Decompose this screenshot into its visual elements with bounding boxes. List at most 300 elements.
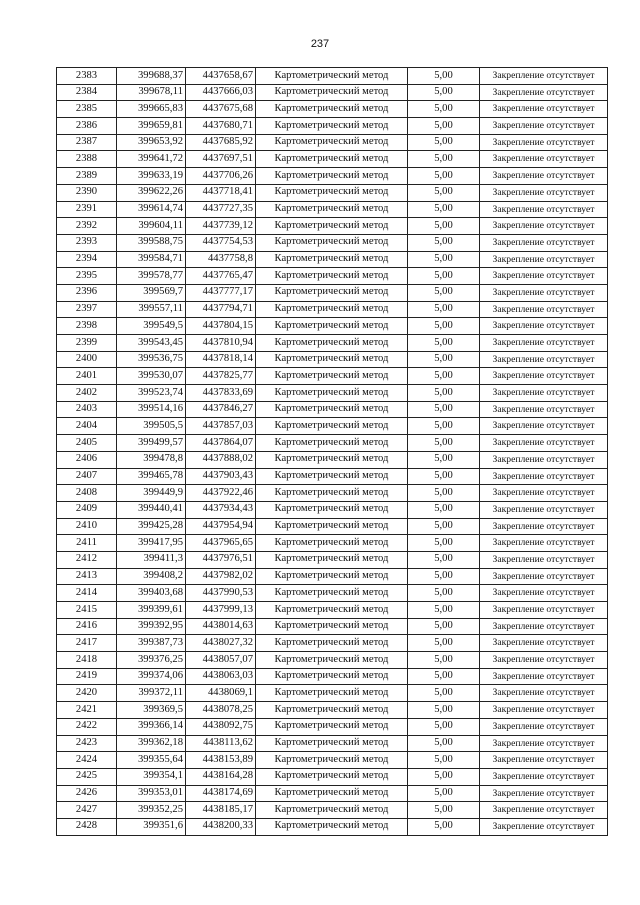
y-coordinate-cell: 4437934,43 — [186, 501, 256, 518]
x-coordinate-cell: 399351,6 — [117, 818, 186, 835]
fixation-cell: Закрепление отсутствует — [480, 234, 608, 251]
y-coordinate-cell: 4438057,07 — [186, 652, 256, 669]
table-row — [57, 251, 608, 268]
error-cell: 5,00 — [408, 802, 480, 819]
y-coordinate-cell: 4437922,46 — [186, 485, 256, 502]
fixation-cell: Закрепление отсутствует — [480, 551, 608, 568]
method-cell: Картометрический метод — [256, 501, 408, 518]
x-coordinate-cell: 399408,2 — [117, 568, 186, 585]
fixation-cell: Закрепление отсутствует — [480, 468, 608, 485]
point-number-cell: 2389 — [57, 168, 117, 185]
y-coordinate-cell: 4438092,75 — [186, 718, 256, 735]
y-coordinate-cell: 4437990,53 — [186, 585, 256, 602]
y-coordinate-cell: 4437982,02 — [186, 568, 256, 585]
table-row — [57, 435, 608, 452]
x-coordinate-cell: 399653,92 — [117, 134, 186, 151]
y-coordinate-cell: 4437666,03 — [186, 84, 256, 101]
method-cell: Картометрический метод — [256, 735, 408, 752]
error-cell: 5,00 — [408, 451, 480, 468]
error-cell: 5,00 — [408, 818, 480, 835]
x-coordinate-cell: 399478,8 — [117, 451, 186, 468]
method-cell: Картометрический метод — [256, 184, 408, 201]
method-cell: Картометрический метод — [256, 234, 408, 251]
table-row — [57, 818, 608, 835]
point-number-cell: 2419 — [57, 668, 117, 685]
table-row — [57, 585, 608, 602]
point-number-cell: 2422 — [57, 718, 117, 735]
method-cell: Картометрический метод — [256, 368, 408, 385]
error-cell: 5,00 — [408, 685, 480, 702]
fixation-cell: Закрепление отсутствует — [480, 284, 608, 301]
error-cell: 5,00 — [408, 735, 480, 752]
table-row — [57, 568, 608, 585]
fixation-cell: Закрепление отсутствует — [480, 101, 608, 118]
table-row — [57, 535, 608, 552]
error-cell: 5,00 — [408, 84, 480, 101]
point-number-cell: 2426 — [57, 785, 117, 802]
error-cell: 5,00 — [408, 702, 480, 719]
point-number-cell: 2402 — [57, 385, 117, 402]
table-row — [57, 718, 608, 735]
x-coordinate-cell: 399614,74 — [117, 201, 186, 218]
point-number-cell: 2413 — [57, 568, 117, 585]
x-coordinate-cell: 399399,61 — [117, 602, 186, 619]
method-cell: Картометрический метод — [256, 318, 408, 335]
y-coordinate-cell: 4437804,15 — [186, 318, 256, 335]
y-coordinate-cell: 4437758,8 — [186, 251, 256, 268]
y-coordinate-cell: 4438185,17 — [186, 802, 256, 819]
point-number-cell: 2404 — [57, 418, 117, 435]
error-cell: 5,00 — [408, 385, 480, 402]
fixation-cell: Закрепление отсутствует — [480, 485, 608, 502]
error-cell: 5,00 — [408, 268, 480, 285]
point-number-cell: 2394 — [57, 251, 117, 268]
error-cell: 5,00 — [408, 368, 480, 385]
x-coordinate-cell: 399578,77 — [117, 268, 186, 285]
method-cell: Картометрический метод — [256, 652, 408, 669]
x-coordinate-cell: 399641,72 — [117, 151, 186, 168]
table-body — [57, 68, 608, 836]
fixation-cell: Закрепление отсутствует — [480, 785, 608, 802]
error-cell: 5,00 — [408, 618, 480, 635]
fixation-cell: Закрепление отсутствует — [480, 585, 608, 602]
table-row — [57, 802, 608, 819]
table-row — [57, 368, 608, 385]
x-coordinate-cell: 399353,01 — [117, 785, 186, 802]
method-cell: Картометрический метод — [256, 68, 408, 85]
table-row — [57, 151, 608, 168]
y-coordinate-cell: 4437825,77 — [186, 368, 256, 385]
fixation-cell: Закрепление отсутствует — [480, 401, 608, 418]
method-cell: Картометрический метод — [256, 702, 408, 719]
point-number-cell: 2425 — [57, 768, 117, 785]
error-cell: 5,00 — [408, 201, 480, 218]
y-coordinate-cell: 4438078,25 — [186, 702, 256, 719]
method-cell: Картометрический метод — [256, 785, 408, 802]
fixation-cell: Закрепление отсутствует — [480, 151, 608, 168]
method-cell: Картометрический метод — [256, 685, 408, 702]
fixation-cell: Закрепление отсутствует — [480, 635, 608, 652]
table-row — [57, 335, 608, 352]
y-coordinate-cell: 4437727,35 — [186, 201, 256, 218]
x-coordinate-cell: 399366,14 — [117, 718, 186, 735]
table-row — [57, 201, 608, 218]
x-coordinate-cell: 399604,11 — [117, 218, 186, 235]
error-cell: 5,00 — [408, 768, 480, 785]
fixation-cell: Закрепление отсутствует — [480, 602, 608, 619]
point-number-cell: 2412 — [57, 551, 117, 568]
error-cell: 5,00 — [408, 335, 480, 352]
method-cell: Картометрический метод — [256, 752, 408, 769]
table-row — [57, 301, 608, 318]
y-coordinate-cell: 4437685,92 — [186, 134, 256, 151]
y-coordinate-cell: 4438113,62 — [186, 735, 256, 752]
method-cell: Картометрический метод — [256, 585, 408, 602]
x-coordinate-cell: 399411,3 — [117, 551, 186, 568]
method-cell: Картометрический метод — [256, 301, 408, 318]
point-number-cell: 2420 — [57, 685, 117, 702]
fixation-cell: Закрепление отсутствует — [480, 718, 608, 735]
method-cell: Картометрический метод — [256, 718, 408, 735]
method-cell: Картометрический метод — [256, 84, 408, 101]
y-coordinate-cell: 4437965,65 — [186, 535, 256, 552]
x-coordinate-cell: 399536,75 — [117, 351, 186, 368]
y-coordinate-cell: 4437697,51 — [186, 151, 256, 168]
method-cell: Картометрический метод — [256, 201, 408, 218]
table-row — [57, 68, 608, 85]
fixation-cell: Закрепление отсутствует — [480, 435, 608, 452]
x-coordinate-cell: 399549,5 — [117, 318, 186, 335]
y-coordinate-cell: 4437706,26 — [186, 168, 256, 185]
error-cell: 5,00 — [408, 718, 480, 735]
x-coordinate-cell: 399425,28 — [117, 518, 186, 535]
method-cell: Картометрический метод — [256, 335, 408, 352]
error-cell: 5,00 — [408, 435, 480, 452]
point-number-cell: 2407 — [57, 468, 117, 485]
fixation-cell: Закрепление отсутствует — [480, 368, 608, 385]
x-coordinate-cell: 399403,68 — [117, 585, 186, 602]
x-coordinate-cell: 399392,95 — [117, 618, 186, 635]
error-cell: 5,00 — [408, 468, 480, 485]
point-number-cell: 2423 — [57, 735, 117, 752]
fixation-cell: Закрепление отсутствует — [480, 518, 608, 535]
error-cell: 5,00 — [408, 284, 480, 301]
method-cell: Картометрический метод — [256, 385, 408, 402]
error-cell: 5,00 — [408, 251, 480, 268]
error-cell: 5,00 — [408, 602, 480, 619]
fixation-cell: Закрепление отсутствует — [480, 768, 608, 785]
x-coordinate-cell: 399362,18 — [117, 735, 186, 752]
method-cell: Картометрический метод — [256, 435, 408, 452]
x-coordinate-cell: 399523,74 — [117, 385, 186, 402]
method-cell: Картометрический метод — [256, 451, 408, 468]
fixation-cell: Закрепление отсутствует — [480, 351, 608, 368]
method-cell: Картометрический метод — [256, 602, 408, 619]
x-coordinate-cell: 399465,78 — [117, 468, 186, 485]
fixation-cell: Закрепление отсутствует — [480, 84, 608, 101]
x-coordinate-cell: 399665,83 — [117, 101, 186, 118]
table-row — [57, 735, 608, 752]
fixation-cell: Закрепление отсутствует — [480, 268, 608, 285]
x-coordinate-cell: 399440,41 — [117, 501, 186, 518]
error-cell: 5,00 — [408, 585, 480, 602]
y-coordinate-cell: 4437846,27 — [186, 401, 256, 418]
table-row — [57, 635, 608, 652]
point-number-cell: 2399 — [57, 335, 117, 352]
point-number-cell: 2385 — [57, 101, 117, 118]
table-row — [57, 284, 608, 301]
y-coordinate-cell: 4437675,68 — [186, 101, 256, 118]
point-number-cell: 2387 — [57, 134, 117, 151]
y-coordinate-cell: 4437818,14 — [186, 351, 256, 368]
error-cell: 5,00 — [408, 518, 480, 535]
x-coordinate-cell: 399376,25 — [117, 652, 186, 669]
x-coordinate-cell: 399505,5 — [117, 418, 186, 435]
x-coordinate-cell: 399449,9 — [117, 485, 186, 502]
y-coordinate-cell: 4437754,53 — [186, 234, 256, 251]
y-coordinate-cell: 4437739,12 — [186, 218, 256, 235]
fixation-cell: Закрепление отсутствует — [480, 301, 608, 318]
y-coordinate-cell: 4438014,63 — [186, 618, 256, 635]
error-cell: 5,00 — [408, 418, 480, 435]
point-number-cell: 2398 — [57, 318, 117, 335]
y-coordinate-cell: 4438069,1 — [186, 685, 256, 702]
fixation-cell: Закрепление отсутствует — [480, 218, 608, 235]
point-number-cell: 2409 — [57, 501, 117, 518]
method-cell: Картометрический метод — [256, 134, 408, 151]
table-row — [57, 101, 608, 118]
point-number-cell: 2406 — [57, 451, 117, 468]
y-coordinate-cell: 4437833,69 — [186, 385, 256, 402]
fixation-cell: Закрепление отсутствует — [480, 618, 608, 635]
method-cell: Картометрический метод — [256, 151, 408, 168]
x-coordinate-cell: 399678,11 — [117, 84, 186, 101]
fixation-cell: Закрепление отсутствует — [480, 318, 608, 335]
y-coordinate-cell: 4437888,02 — [186, 451, 256, 468]
table-row — [57, 385, 608, 402]
fixation-cell: Закрепление отсутствует — [480, 568, 608, 585]
x-coordinate-cell: 399688,37 — [117, 68, 186, 85]
x-coordinate-cell: 399659,81 — [117, 118, 186, 135]
fixation-cell: Закрепление отсутствует — [480, 118, 608, 135]
y-coordinate-cell: 4438153,89 — [186, 752, 256, 769]
point-number-cell: 2418 — [57, 652, 117, 669]
fixation-cell: Закрепление отсутствует — [480, 201, 608, 218]
y-coordinate-cell: 4438027,32 — [186, 635, 256, 652]
error-cell: 5,00 — [408, 401, 480, 418]
y-coordinate-cell: 4437765,47 — [186, 268, 256, 285]
point-number-cell: 2417 — [57, 635, 117, 652]
y-coordinate-cell: 4437857,03 — [186, 418, 256, 435]
table-row — [57, 218, 608, 235]
fixation-cell: Закрепление отсутствует — [480, 451, 608, 468]
y-coordinate-cell: 4438174,69 — [186, 785, 256, 802]
point-number-cell: 2428 — [57, 818, 117, 835]
method-cell: Картометрический метод — [256, 635, 408, 652]
point-number-cell: 2416 — [57, 618, 117, 635]
x-coordinate-cell: 399569,7 — [117, 284, 186, 301]
error-cell: 5,00 — [408, 568, 480, 585]
table-row — [57, 418, 608, 435]
fixation-cell: Закрепление отсутствует — [480, 535, 608, 552]
table-row — [57, 752, 608, 769]
point-number-cell: 2396 — [57, 284, 117, 301]
method-cell: Картометрический метод — [256, 268, 408, 285]
x-coordinate-cell: 399372,11 — [117, 685, 186, 702]
error-cell: 5,00 — [408, 652, 480, 669]
point-number-cell: 2415 — [57, 602, 117, 619]
error-cell: 5,00 — [408, 101, 480, 118]
y-coordinate-cell: 4438063,03 — [186, 668, 256, 685]
fixation-cell: Закрепление отсутствует — [480, 68, 608, 85]
table-row — [57, 168, 608, 185]
y-coordinate-cell: 4437903,43 — [186, 468, 256, 485]
fixation-cell: Закрепление отсутствует — [480, 735, 608, 752]
method-cell: Картометрический метод — [256, 251, 408, 268]
point-number-cell: 2411 — [57, 535, 117, 552]
method-cell: Картометрический метод — [256, 284, 408, 301]
method-cell: Картометрический метод — [256, 668, 408, 685]
method-cell: Картометрический метод — [256, 518, 408, 535]
table-row — [57, 234, 608, 251]
point-number-cell: 2395 — [57, 268, 117, 285]
fixation-cell: Закрепление отсутствует — [480, 818, 608, 835]
method-cell: Картометрический метод — [256, 418, 408, 435]
error-cell: 5,00 — [408, 318, 480, 335]
table-row — [57, 518, 608, 535]
method-cell: Картометрический метод — [256, 568, 408, 585]
method-cell: Картометрический метод — [256, 101, 408, 118]
point-number-cell: 2383 — [57, 68, 117, 85]
error-cell: 5,00 — [408, 668, 480, 685]
fixation-cell: Закрепление отсутствует — [480, 802, 608, 819]
point-number-cell: 2424 — [57, 752, 117, 769]
error-cell: 5,00 — [408, 151, 480, 168]
error-cell: 5,00 — [408, 234, 480, 251]
error-cell: 5,00 — [408, 218, 480, 235]
table-row — [57, 84, 608, 101]
method-cell: Картометрический метод — [256, 535, 408, 552]
error-cell: 5,00 — [408, 301, 480, 318]
error-cell: 5,00 — [408, 785, 480, 802]
fixation-cell: Закрепление отсутствует — [480, 418, 608, 435]
y-coordinate-cell: 4437718,41 — [186, 184, 256, 201]
error-cell: 5,00 — [408, 501, 480, 518]
x-coordinate-cell: 399584,71 — [117, 251, 186, 268]
point-number-cell: 2390 — [57, 184, 117, 201]
point-number-cell: 2392 — [57, 218, 117, 235]
table-row — [57, 652, 608, 669]
x-coordinate-cell: 399417,95 — [117, 535, 186, 552]
fixation-cell: Закрепление отсутствует — [480, 702, 608, 719]
method-cell: Картометрический метод — [256, 468, 408, 485]
method-cell: Картометрический метод — [256, 168, 408, 185]
x-coordinate-cell: 399352,25 — [117, 802, 186, 819]
point-number-cell: 2403 — [57, 401, 117, 418]
fixation-cell: Закрепление отсутствует — [480, 251, 608, 268]
method-cell: Картометрический метод — [256, 802, 408, 819]
method-cell: Картометрический метод — [256, 818, 408, 835]
fixation-cell: Закрепление отсутствует — [480, 668, 608, 685]
y-coordinate-cell: 4437864,07 — [186, 435, 256, 452]
point-number-cell: 2405 — [57, 435, 117, 452]
x-coordinate-cell: 399369,5 — [117, 702, 186, 719]
table-row — [57, 785, 608, 802]
error-cell: 5,00 — [408, 168, 480, 185]
table-row — [57, 401, 608, 418]
point-number-cell: 2384 — [57, 84, 117, 101]
point-number-cell: 2414 — [57, 585, 117, 602]
method-cell: Картометрический метод — [256, 401, 408, 418]
table-row — [57, 134, 608, 151]
table-row — [57, 468, 608, 485]
method-cell: Картометрический метод — [256, 551, 408, 568]
x-coordinate-cell: 399622,26 — [117, 184, 186, 201]
error-cell: 5,00 — [408, 485, 480, 502]
method-cell: Картометрический метод — [256, 218, 408, 235]
table-row — [57, 551, 608, 568]
x-coordinate-cell: 399355,64 — [117, 752, 186, 769]
point-number-cell: 2427 — [57, 802, 117, 819]
fixation-cell: Закрепление отсутствует — [480, 184, 608, 201]
fixation-cell: Закрепление отсутствует — [480, 134, 608, 151]
x-coordinate-cell: 399633,19 — [117, 168, 186, 185]
point-number-cell: 2408 — [57, 485, 117, 502]
fixation-cell: Закрепление отсутствует — [480, 335, 608, 352]
table-row — [57, 618, 608, 635]
error-cell: 5,00 — [408, 351, 480, 368]
method-cell: Картометрический метод — [256, 618, 408, 635]
page-number: 237 — [310, 38, 330, 50]
x-coordinate-cell: 399588,75 — [117, 234, 186, 251]
point-number-cell: 2401 — [57, 368, 117, 385]
error-cell: 5,00 — [408, 184, 480, 201]
error-cell: 5,00 — [408, 118, 480, 135]
x-coordinate-cell: 399557,11 — [117, 301, 186, 318]
error-cell: 5,00 — [408, 68, 480, 85]
point-number-cell: 2388 — [57, 151, 117, 168]
y-coordinate-cell: 4437976,51 — [186, 551, 256, 568]
y-coordinate-cell: 4438200,33 — [186, 818, 256, 835]
table-row — [57, 685, 608, 702]
table-row — [57, 351, 608, 368]
y-coordinate-cell: 4437658,67 — [186, 68, 256, 85]
point-number-cell: 2410 — [57, 518, 117, 535]
point-number-cell: 2397 — [57, 301, 117, 318]
x-coordinate-cell: 399499,57 — [117, 435, 186, 452]
method-cell: Картометрический метод — [256, 118, 408, 135]
y-coordinate-cell: 4437999,13 — [186, 602, 256, 619]
table-row — [57, 184, 608, 201]
error-cell: 5,00 — [408, 134, 480, 151]
table-row — [57, 501, 608, 518]
table-row — [57, 702, 608, 719]
x-coordinate-cell: 399514,16 — [117, 401, 186, 418]
table-row — [57, 602, 608, 619]
point-number-cell: 2393 — [57, 234, 117, 251]
fixation-cell: Закрепление отсутствует — [480, 685, 608, 702]
method-cell: Картометрический метод — [256, 485, 408, 502]
y-coordinate-cell: 4437680,71 — [186, 118, 256, 135]
point-number-cell: 2391 — [57, 201, 117, 218]
error-cell: 5,00 — [408, 752, 480, 769]
error-cell: 5,00 — [408, 635, 480, 652]
point-number-cell: 2386 — [57, 118, 117, 135]
point-number-cell: 2400 — [57, 351, 117, 368]
fixation-cell: Закрепление отсутствует — [480, 501, 608, 518]
method-cell: Картометрический метод — [256, 351, 408, 368]
table-row — [57, 485, 608, 502]
